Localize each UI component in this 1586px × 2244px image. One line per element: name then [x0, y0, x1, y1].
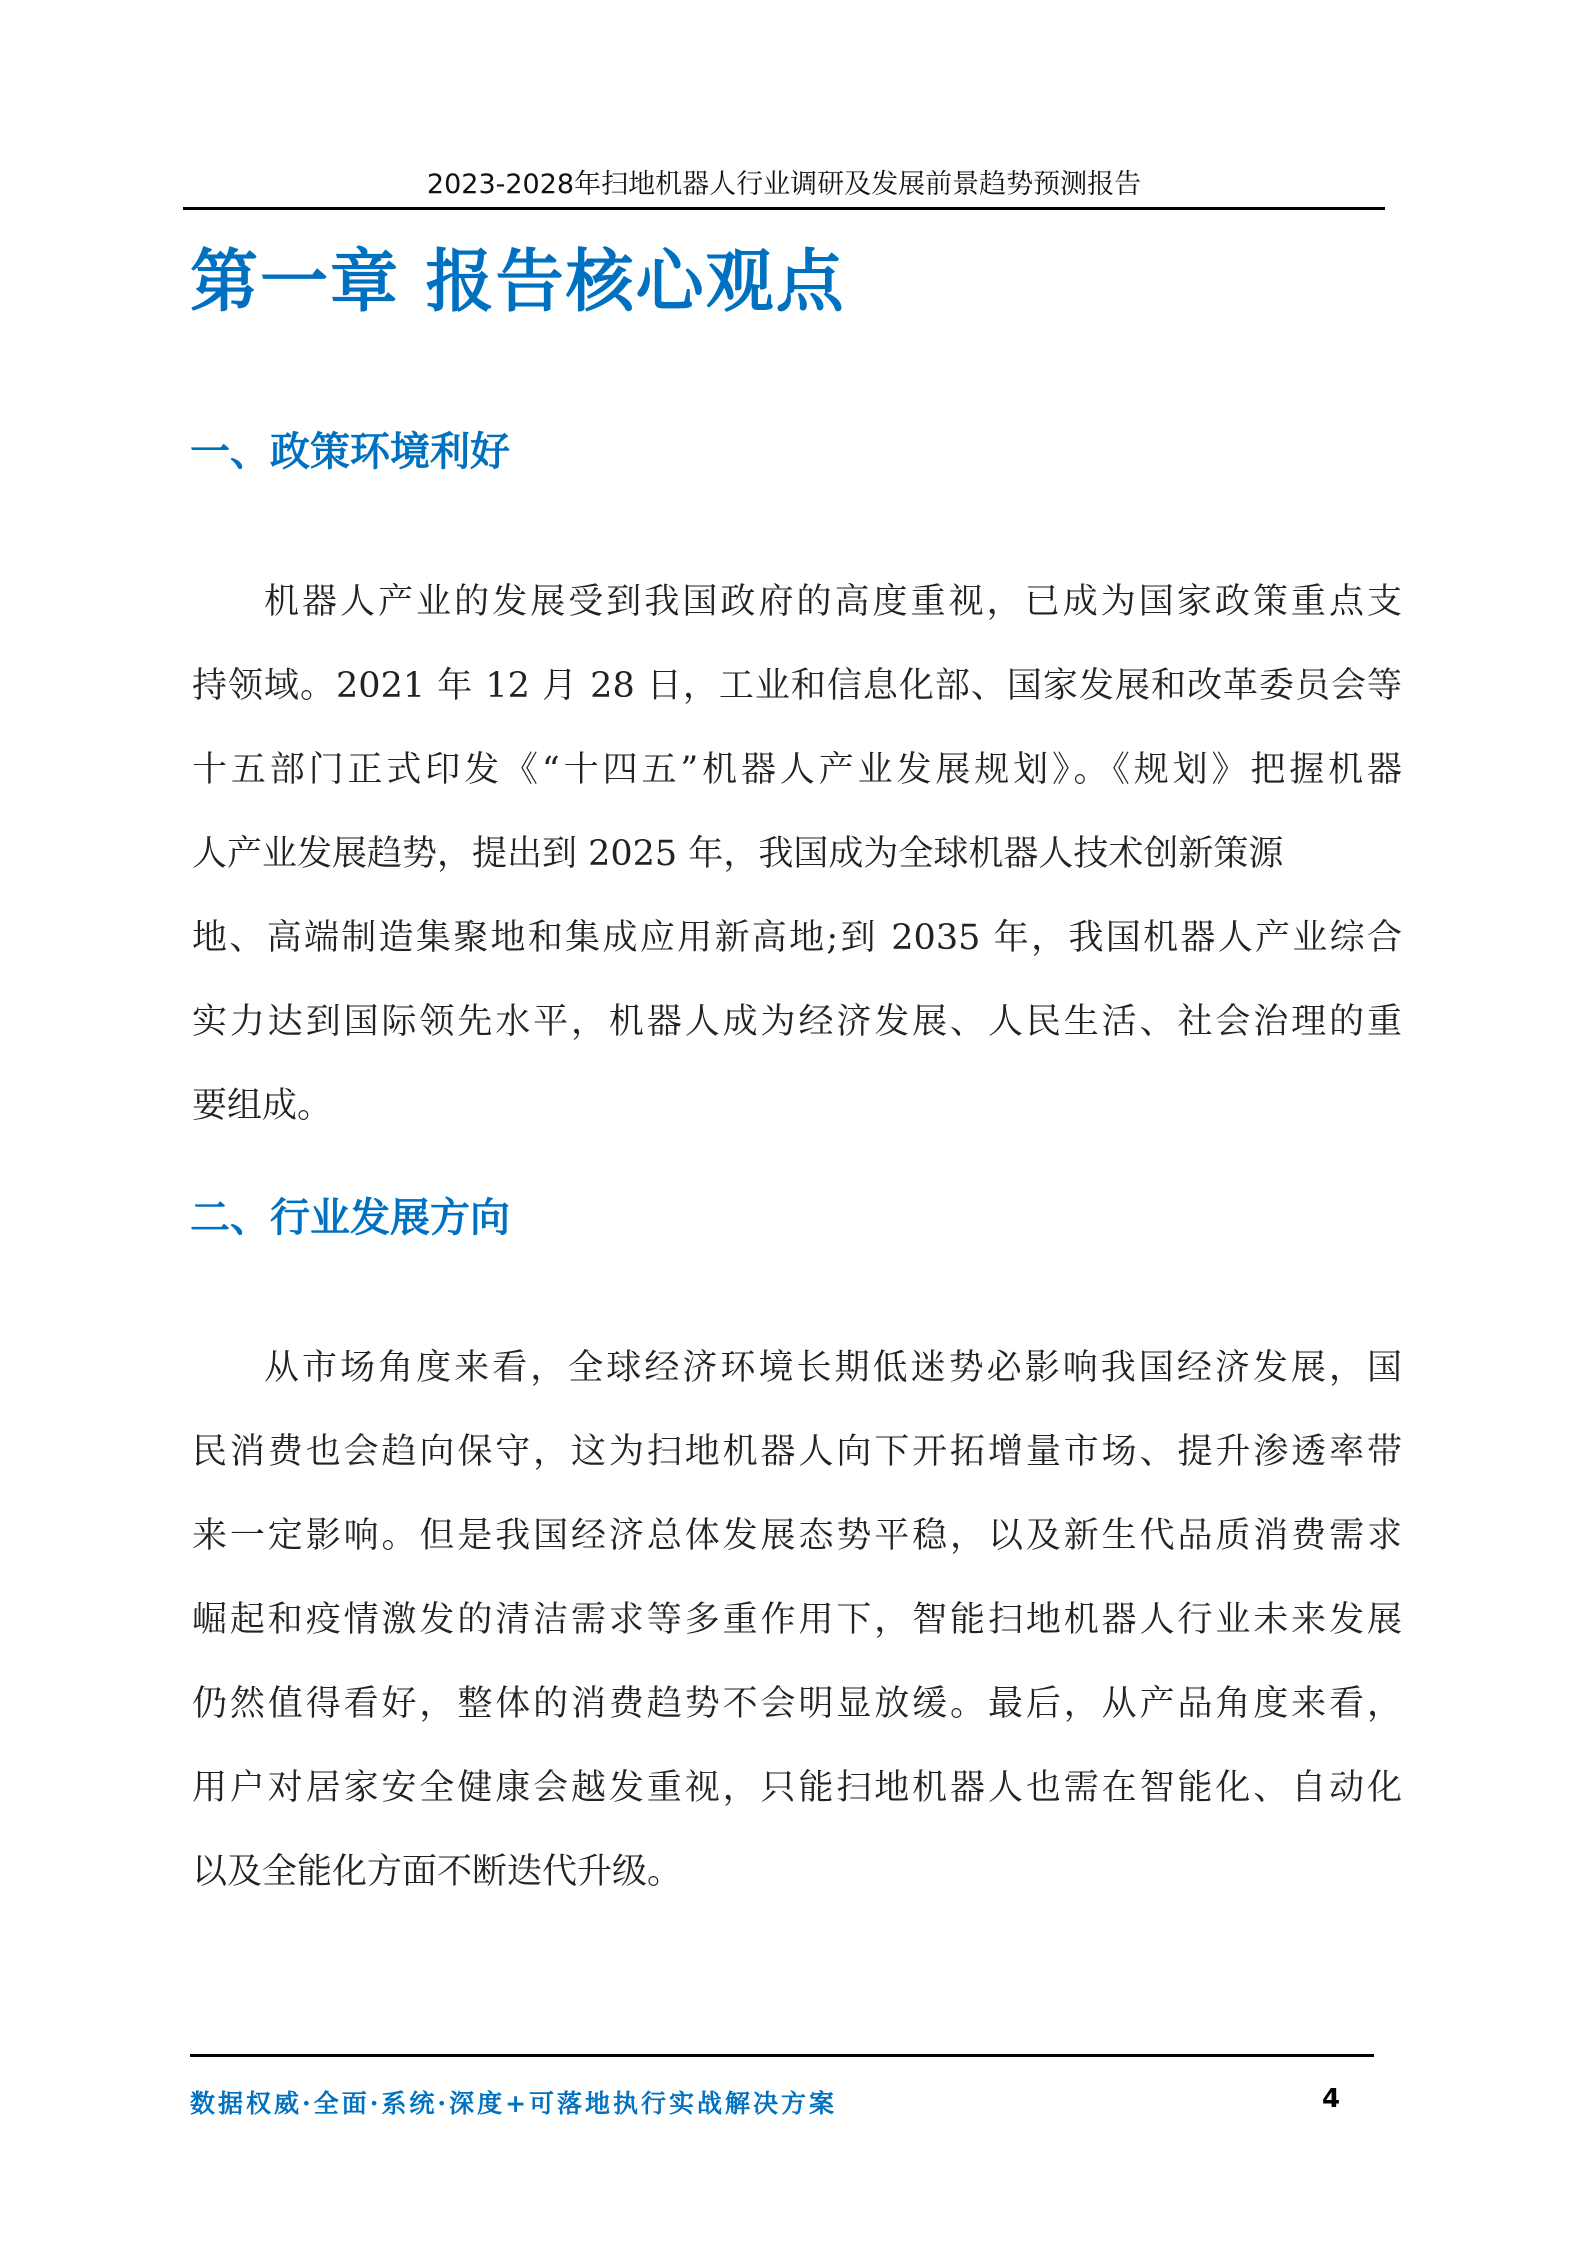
text-line: 持领域。2021 年 12 月 28 日，工业和信息化部、国家发展和改革委员会等	[192, 666, 1402, 706]
running-header-title: 2023-2028年扫地机器人行业调研及发展前景趋势预测报告	[426, 169, 1142, 200]
chapter-title: 第一章 报告核心观点	[190, 243, 846, 322]
text-line: 用户对居家安全健康会越发重视，只能扫地机器人也需在智能化、自动化	[192, 1768, 1402, 1808]
header-divider	[183, 207, 1385, 210]
text-line: 仍然值得看好，整体的消费趋势不会明显放缓。最后，从产品角度来看，	[192, 1684, 1402, 1724]
text-line: 机器人产业的发展受到我国政府的高度重视，已成为国家政策重点支	[264, 582, 1402, 622]
footer-slogan: 数据权威·全面·系统·深度+可落地执行实战解决方案	[190, 2089, 838, 2118]
section-heading-policy: 一、政策环境利好	[190, 429, 510, 475]
text-line: 从市场角度来看，全球经济环境长期低迷势必影响我国经济发展，国	[264, 1348, 1402, 1388]
text-line: 地、高端制造集聚地和集成应用新高地;到 2035 年，我国机器人产业综合	[192, 918, 1402, 958]
footer-divider	[190, 2054, 1374, 2057]
paragraph-policy	[192, 560, 1402, 1148]
text-line: 要组成。	[192, 1086, 333, 1126]
text-line: 以及全能化方面不断迭代升级。	[192, 1852, 683, 1892]
text-line: 实力达到国际领先水平，机器人成为经济发展、人民生活、社会治理的重	[192, 1002, 1402, 1042]
text-line: 民消费也会趋向保守，这为扫地机器人向下开拓增量市场、提升渗透率带	[192, 1432, 1402, 1472]
page-number: 4	[1322, 2084, 1341, 2114]
paragraph-direction	[192, 1326, 1402, 1914]
text-line: 崛起和疫情激发的清洁需求等多重作用下，智能扫地机器人行业未来发展	[192, 1600, 1402, 1640]
section-heading-direction: 二、行业发展方向	[190, 1195, 510, 1241]
text-line: 十五部门正式印发《“十四五”机器人产业发展规划》。《规划》把握机器	[192, 750, 1402, 790]
text-line: 来一定影响。但是我国经济总体发展态势平稳，以及新生代品质消费需求	[192, 1516, 1402, 1556]
text-line: 人产业发展趋势，提出到 2025 年，我国成为全球机器人技术创新策源	[192, 834, 1284, 874]
